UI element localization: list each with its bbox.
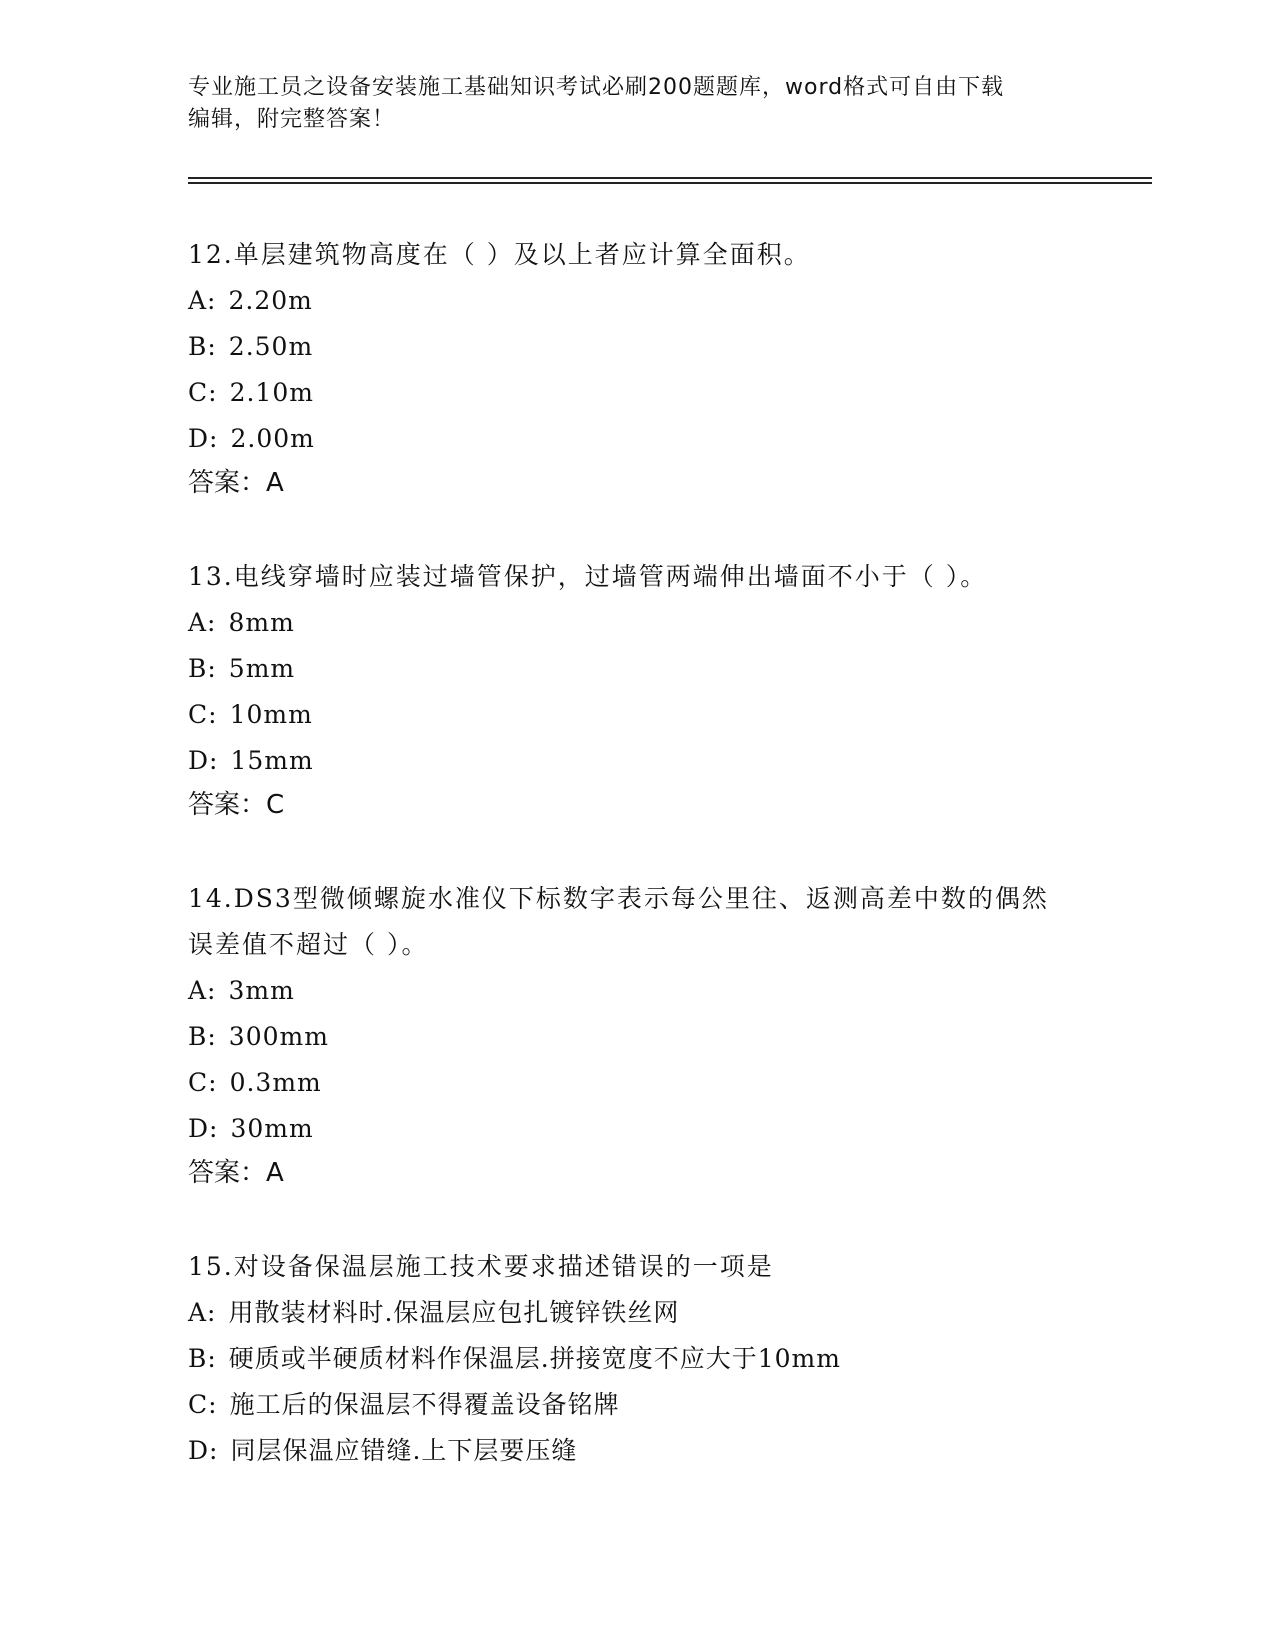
option-b [188,324,1068,370]
option-a [188,1290,1068,1336]
option-text: 5mm [228,654,296,683]
option-b [188,1014,1068,1060]
option-label: A: [188,286,217,315]
option-text: 8mm [228,608,295,637]
option-a [188,278,1068,324]
option-label: B: [188,332,217,361]
option-label: A: [188,1298,217,1327]
option-label: D: [188,424,219,453]
option-text: 同层保温应错缝.上下层要压缝 [230,1436,578,1465]
option-text: 用散装材料时.保温层应包扎镀锌铁丝网 [228,1298,680,1327]
option-label: C: [188,700,218,729]
option-label: C: [188,1390,218,1419]
question-stem: 13.电线穿墙时应装过墙管保护，过墙管两端伸出墙面不小于（ ）。 [188,562,988,591]
option-text: 30mm [230,1114,314,1143]
question-15 [188,1244,1068,1474]
question-stem: 15.对设备保温层施工技术要求描述错误的一项是 [188,1252,774,1281]
option-text: 0.3mm [229,1068,322,1097]
option-label: A: [188,608,217,637]
option-c [188,692,1068,738]
answer-line: 答案：C [188,790,285,820]
option-label: D: [188,746,219,775]
option-d [188,738,1068,784]
option-label: C: [188,378,218,407]
question-12 [188,232,1068,506]
option-d [188,416,1068,462]
header-divider-bottom [188,182,1152,184]
header-line-2: 编辑，附完整答案！ [188,107,396,132]
option-d [188,1106,1068,1152]
option-a [188,600,1068,646]
option-text: 300mm [228,1022,329,1051]
question-stem: 12.单层建筑物高度在（ ）及以上者应计算全面积。 [188,240,811,269]
option-label: B: [188,654,217,683]
option-text: 2.10m [229,378,314,407]
header-line-1: 专业施工员之设备安装施工基础知识考试必刷200题题库，word格式可自由下载 [188,75,1005,100]
option-text: 施工后的保温层不得覆盖设备铭牌 [229,1390,620,1419]
option-label: B: [188,1344,217,1373]
option-label: B: [188,1022,217,1051]
option-text: 15mm [230,746,314,775]
option-label: C: [188,1068,218,1097]
option-b [188,1336,1068,1382]
answer-line: 答案：A [188,1158,284,1188]
option-c [188,370,1068,416]
option-text: 10mm [229,700,313,729]
option-label: D: [188,1114,219,1143]
question-13 [188,554,1068,828]
option-text: 2.00m [230,424,315,453]
option-text: 2.20m [228,286,313,315]
option-c [188,1060,1068,1106]
header-divider-top [188,177,1152,179]
option-c [188,1382,1068,1428]
document-header [188,72,1068,136]
option-label: D: [188,1436,219,1465]
option-d [188,1428,1068,1474]
question-stem: 14.DS3型微倾螺旋水准仪下标数字表示每公里往、返测高差中数的偶然误差值不超过（ ）。 [188,884,1049,959]
question-14 [188,876,1068,1196]
option-b [188,646,1068,692]
option-text: 2.50m [228,332,314,361]
option-label: A: [188,976,217,1005]
option-text: 3mm [228,976,295,1005]
option-text: 硬质或半硬质材料作保温层.拼接宽度不应大于10mm [228,1344,841,1373]
option-a [188,968,1068,1014]
answer-line: 答案：A [188,468,284,498]
